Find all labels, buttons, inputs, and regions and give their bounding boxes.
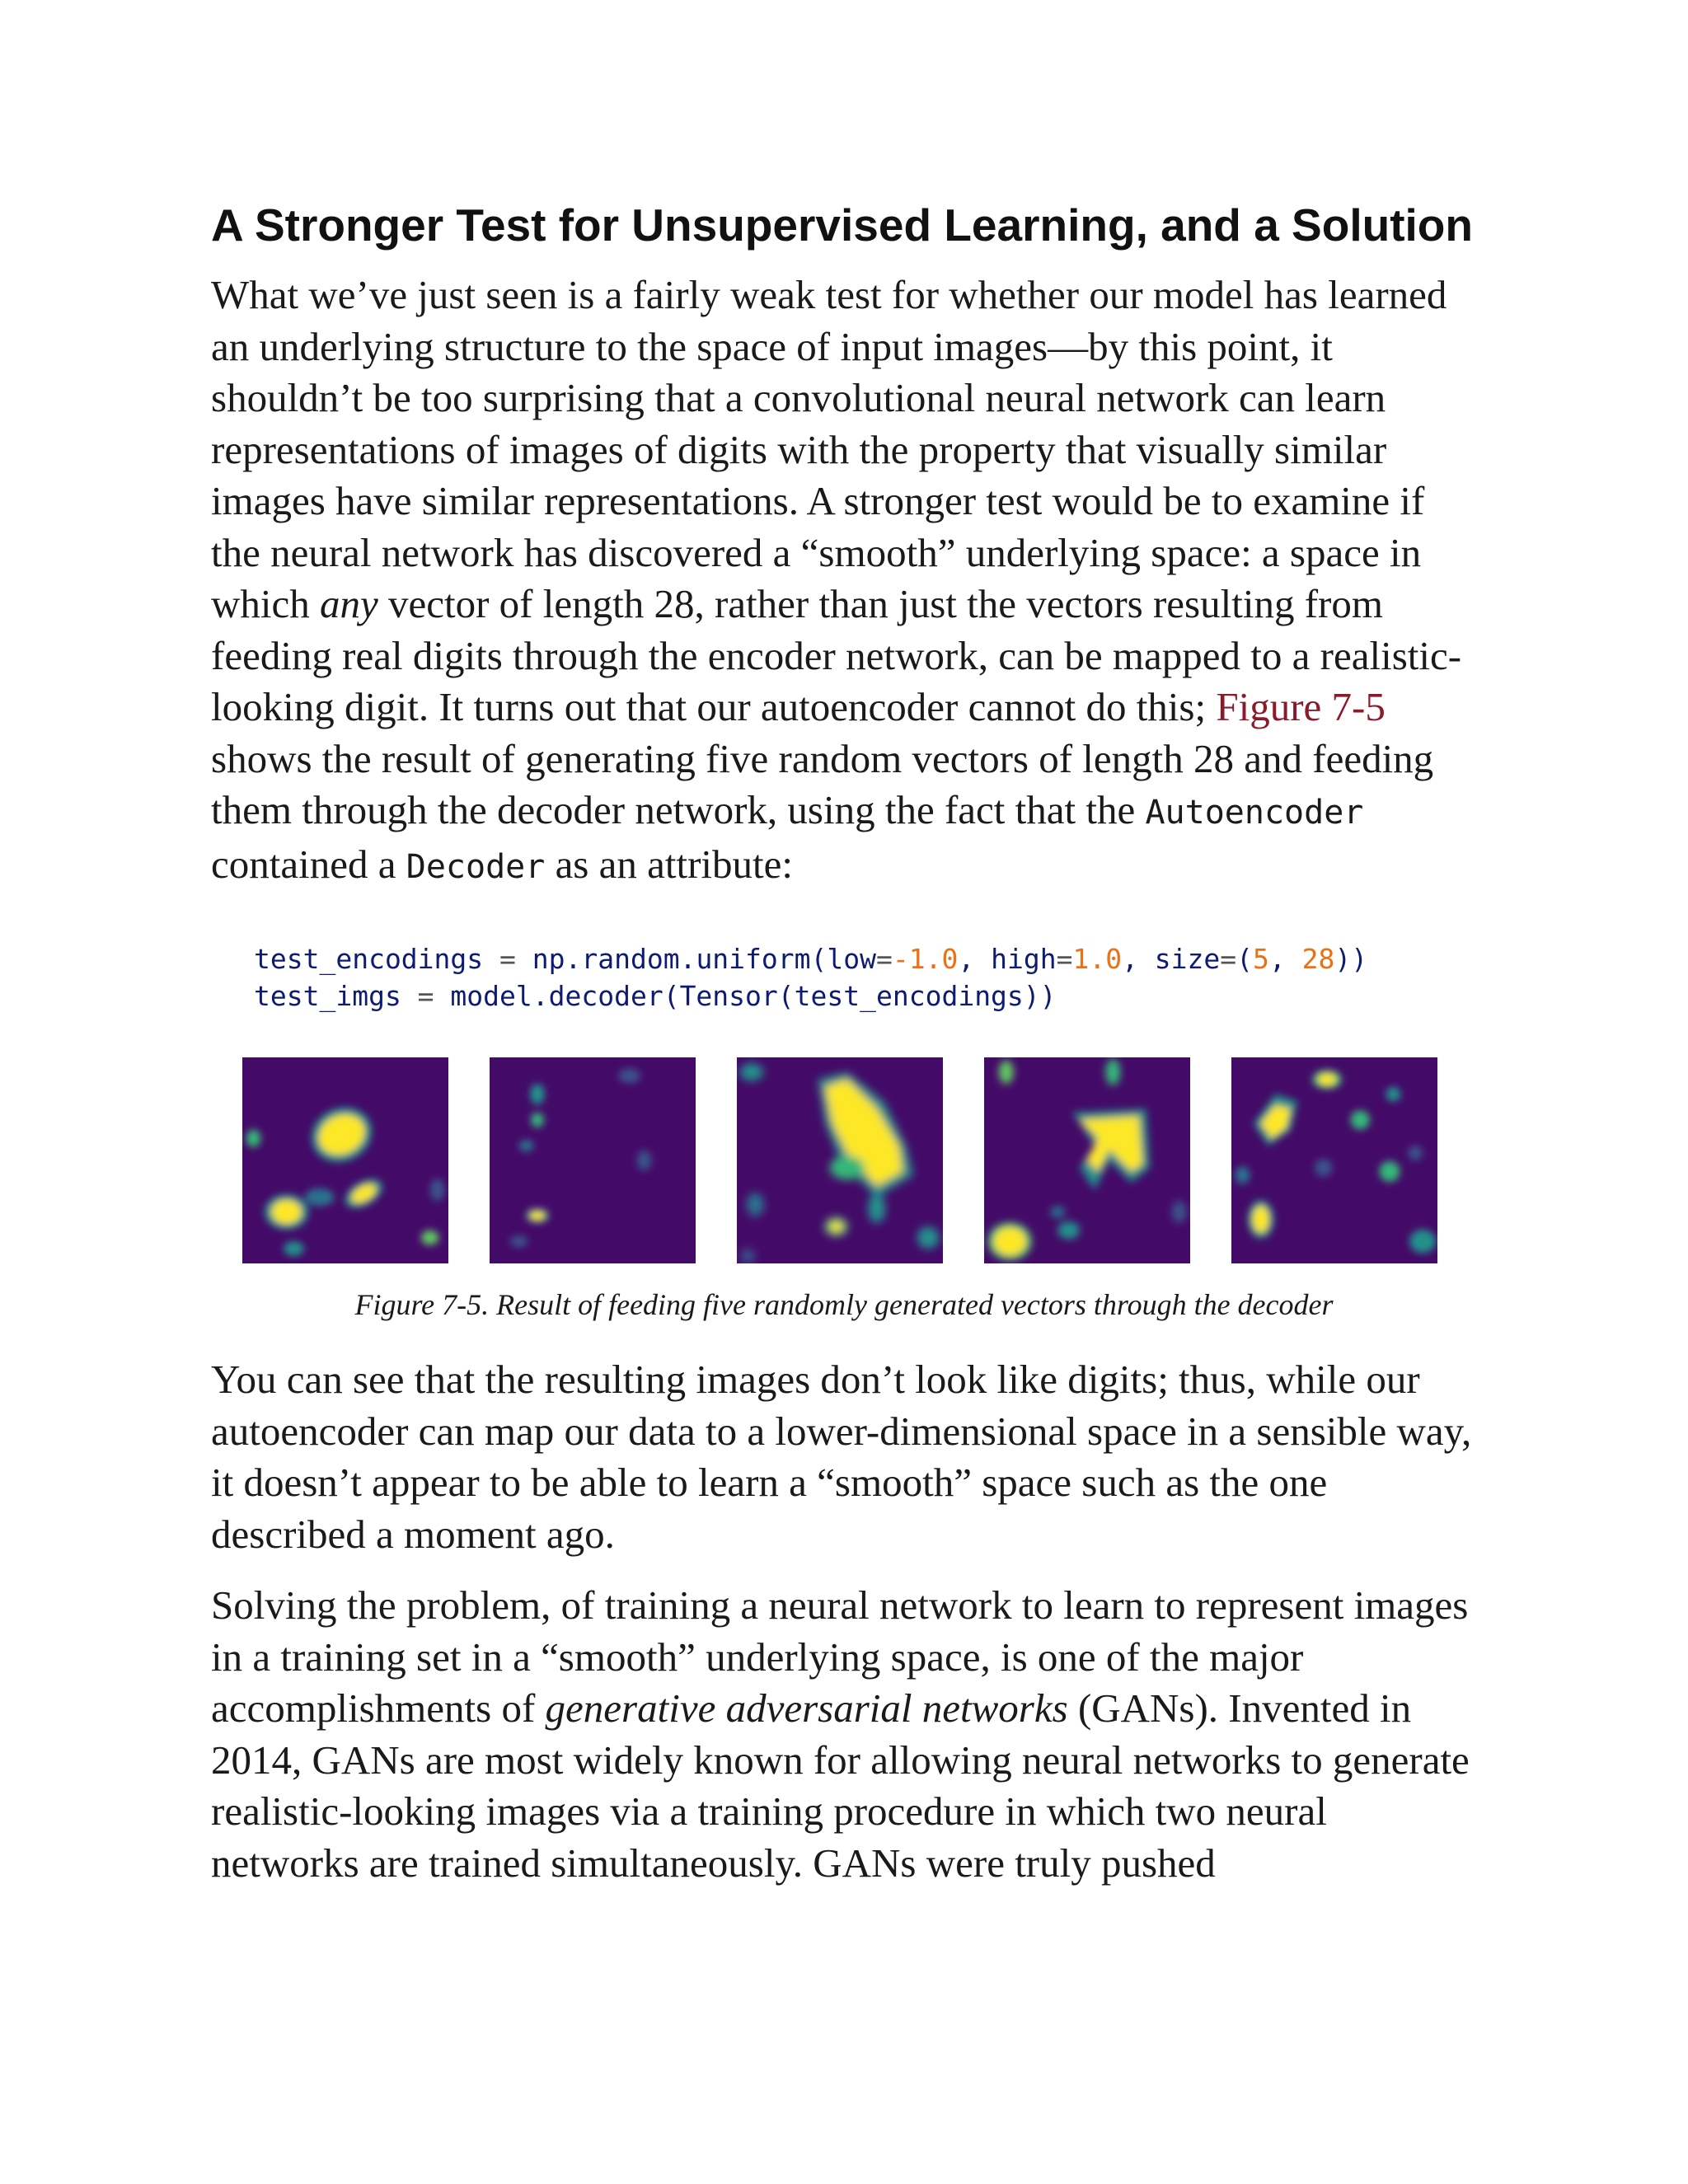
paragraph-result: You can see that the resulting images don’t look like digits; thus, while our autoencoder can map our data to a lower-dimensional space in a sensible way, it doesn’t appear to be able to learn a “smooth” space such as the one described a moment ago. [211,1357,1472,1557]
figure-7-5-link[interactable]: Figure 7-5 [1216,684,1386,729]
code-line2-rest: model.decoder(Tensor(test_encodings)) [450,980,1057,1012]
para3-text2: (GANs). Invented in 2014, GANs are most widely known for allowing neural networks to generate realistic-looking images via a training procedure in which two neural networks are trained simultaneously. GANs were truly pushed [211,1685,1470,1886]
figure-caption: Figure 7-5. Result of feeding five randomly generated vectors through the decoder [354,1288,1334,1321]
code-line1-num-high: 1.0 [1072,943,1123,975]
code-line1-comma: , [1268,943,1302,975]
para1-emphasis: any [320,581,378,626]
code-line1-sep1: , high [958,943,1057,975]
decoded-image-2 [490,1057,696,1263]
para3-emphasis: generative adversarial networks [545,1685,1068,1731]
section-title: A Stronger Test for Unsupervised Learning, and a Solution [211,199,1474,251]
para1-text1: What we’ve just seen is a fairly weak test for whether our model has learned an underlying structure to the space of input images—by this point, it shouldn’t be too surprising that a convolutional neural network can learn representations of images of digits with the property that visually similar images have similar representations. A stronger test would be to examine if the neural network has discovered a “smooth” underlying space: a space in which [211,272,1447,626]
paragraph-intro [211,269,1477,893]
code-line2-eq: = [401,980,451,1012]
page [211,198,1477,1889]
para1-text4: contained a [211,841,406,887]
para3-text1: Solving the problem, of training a neural network to learn to represent images in a training set in a “smooth” underlying space, is one of the major accomplishments of [211,1582,1469,1731]
decoded-image-3 [737,1057,943,1263]
decoded-image-5 [1231,1057,1437,1263]
inline-code-autoencoder: Autoencoder [1145,794,1364,832]
para1-text5: as an attribute: [545,841,794,887]
code-line1-num-low: -1.0 [892,943,959,975]
figure-7-5-images [211,1057,1477,1263]
code-line1-sep2: , size [1122,943,1221,975]
code-line1-num-28: 28 [1301,943,1335,975]
code-line1-eq2: = [876,943,893,975]
code-line1-fn: np.random.uniform(low [532,943,876,975]
code-line1-close: )) [1334,943,1368,975]
code-line2-var: test_imgs [254,980,401,1012]
code-line1-var: test_encodings [254,943,484,975]
para1-text3: shows the result of generating five random vectors of length 28 and feeding them through the decoder network, using the fact that the [211,735,1434,832]
code-block [211,940,1477,1015]
para1-text2: vector of length 28, rather than just the vectors resulting from feeding real digits through the encoder network, can be mapped to a realistic-looking digit. It turns out that our autoencoder cannot do this; [211,581,1462,729]
code-line1-eq: = [483,943,532,975]
paragraph-gans [211,1580,1477,1889]
code-line1-eq4: = [1220,943,1237,975]
inline-code-decoder: Decoder [406,847,546,886]
code-line1-eq3: = [1056,943,1073,975]
code-line1-open: ( [1236,943,1254,975]
decoded-image-1 [242,1057,448,1263]
decoded-image-4 [984,1057,1190,1263]
code-line1-num-5: 5 [1253,943,1269,975]
